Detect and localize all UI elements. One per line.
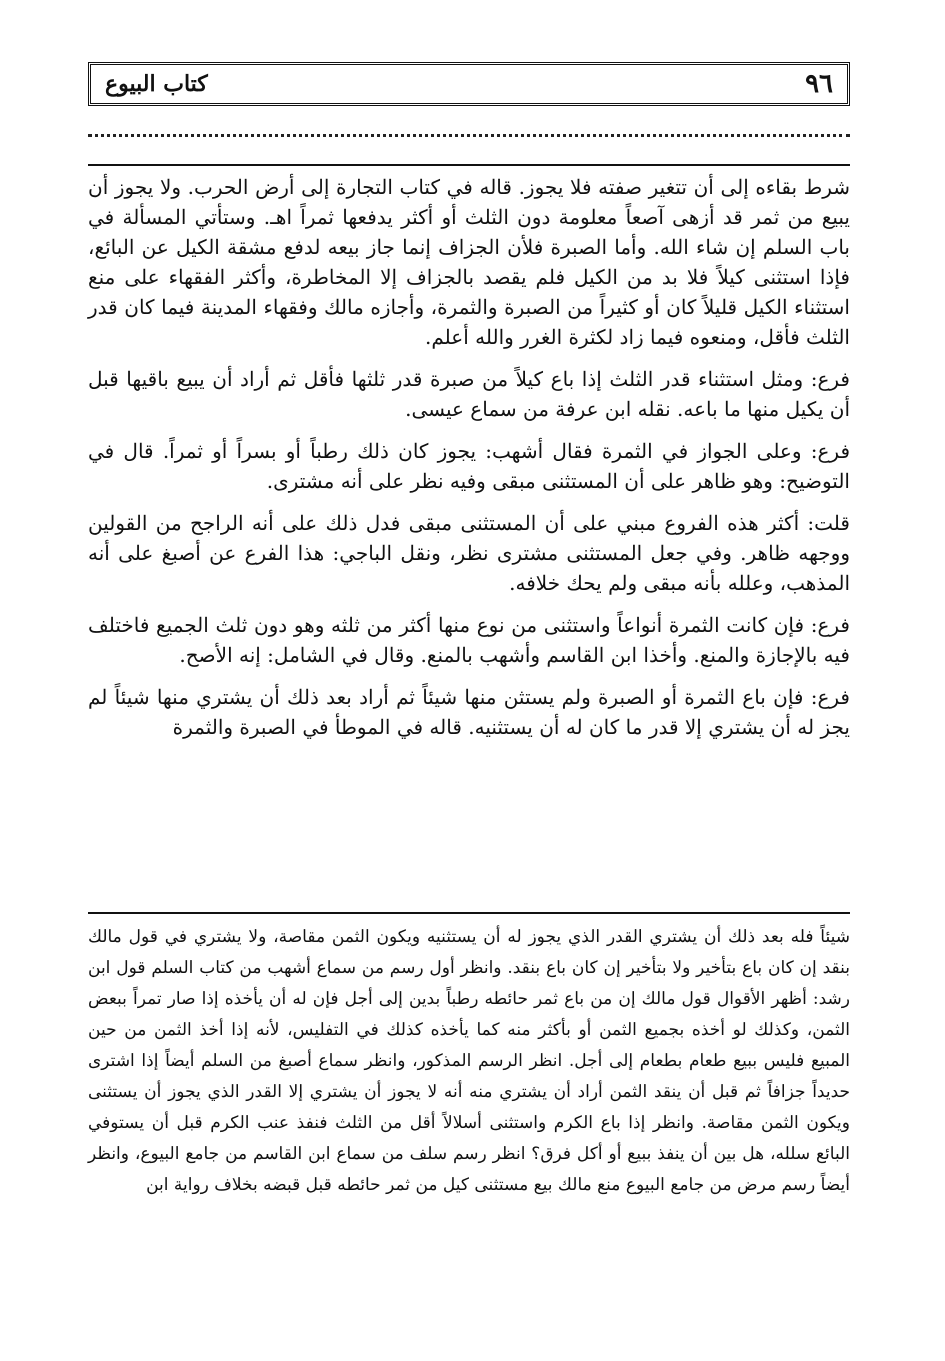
paragraph: فرع: فإن كانت الثمرة أنواعاً واستثنى من نوع منها أكثر من ثلثه وهو دون ثلث الجميع فاختلف فيه بالإجازة والمنع. وأخذا ابن القاسم وأشهب بالمنع. وقال في الشامل: إنه الأصح. [88, 613, 850, 667]
main-text [88, 172, 850, 754]
footnote-text: شيئاً فله بعد ذلك أن يشتري القدر الذي يجوز له أن يستثنيه ويكون الثمن مقاصة، ولا يشتري في قول مالك بنقد إن كان باع بتأخير ولا بتأخير إن كان باع بنقد. وانظر أول رسم من سماع أشهب من كتاب السلم قول ابن رشد: أظهر الأقوال قول مالك إن من باع ثمر حائطه رطباً بدين إلى أجل فإن له أن يأخذه إذا صار تمراً ببعض الثمن، وكذلك لو أخذه بجميع الثمن أو بأكثر منه كما يأخذه كذلك في التفليس، لأنه إذا أخذ الثمن من حين المبيع فليس ببيع طعام بطعام إلى أجل. انظر الرسم المذكور، وانظر سماع أصبغ من السلم أيضاً إذا اشترى حديداً جزافاً ثم قبل أن ينقد الثمن أراد أن يشتري منه أنه لا يجوز أن يشتري إلا القدر الذي يجوز أن يستثنى ويكون الثمن مقاصة. وانظر إذا باع الكرم واستثنى أسلالاً أقل من الثلث فنفذ عنب الكرم قبل أن يستوفي البائع سلله، هل بين أن ينفذ ببيع أو أكل فرق؟ انظر رسم سلف من سماع ابن القاسم من جامع البيوع، وانظر أيضاً رسم مرض من جامع البيوع منع مالك بيع مستثنى كيل من ثمر حائطه قبل قبضه بخلاف رواية ابن [88, 927, 850, 1195]
page-header [88, 62, 850, 106]
paragraph: فرع: ومثل استثناء قدر الثلث إذا باع كيلاً من صبرة قدر ثلثها فأقل ثم أراد أن يبيع باقيها قبل أن يكيل منها ما باعه. نقله ابن عرفة من سماع عيسى. [88, 367, 850, 421]
paragraph: فرع: فإن باع الثمرة أو الصبرة ولم يستثن منها شيئاً ثم أراد بعد ذلك أن يشتري منها شيئاً لم يجز له أن يشتري إلا قدر ما كان له أن يستثنيه. قاله في الموطأ في الصبرة والثمرة [88, 685, 850, 739]
footnote [88, 922, 850, 1201]
paragraph: قلت: أكثر هذه الفروع مبني على أن المستثنى مبقى فدل ذلك على أنه الراجح من القولين ووجهه ظاهر. وفي جعل المستثنى مشترى نظر، ونقل الباجي: هذا الفرع عن أصبغ على أنه المذهب، وعلله بأنه مبقى ولم يحك خلافه. [88, 511, 850, 595]
chapter-title: كتاب البيوع [105, 71, 208, 97]
footnote-divider [88, 912, 850, 914]
dotted-divider [88, 134, 850, 137]
page-number: ٩٦ [805, 69, 833, 99]
header-divider [88, 164, 850, 166]
paragraph: فرع: وعلى الجواز في الثمرة فقال أشهب: يجوز كان ذلك رطباً أو بسراً أو ثمراً. قال في التوضيح: وهو ظاهر على أن المستثنى مبقى وفيه نظر على أنه مشترى. [88, 439, 850, 493]
paragraph: شرط بقاءه إلى أن تتغير صفته فلا يجوز. قاله في كتاب التجارة إلى أرض الحرب. ولا يجوز أن يبيع من ثمر قد أزهى آصعاً معلومة دون الثلث أو أكثر يدفعها ثمراً اهـ. وستأتي المسألة في باب السلم إن شاء الله. وأما الصبرة فلأن الجزاف إنما جاز بيعه لدفع مشقة الكيل عن البائع، فإذا استثنى كيلاً فلا بد من الكيل فلم يقصد بالجزاف إلا المخاطرة، وأكثر الفقهاء على منع استثناء الكيل قليلاً كان أو كثيراً من الصبرة والثمرة، وأجازه مالك وفقهاء المدينة فيما كان قدر الثلث فأقل، ومنعوه فيما زاد لكثرة الغرر والله أعلم. [88, 175, 850, 349]
